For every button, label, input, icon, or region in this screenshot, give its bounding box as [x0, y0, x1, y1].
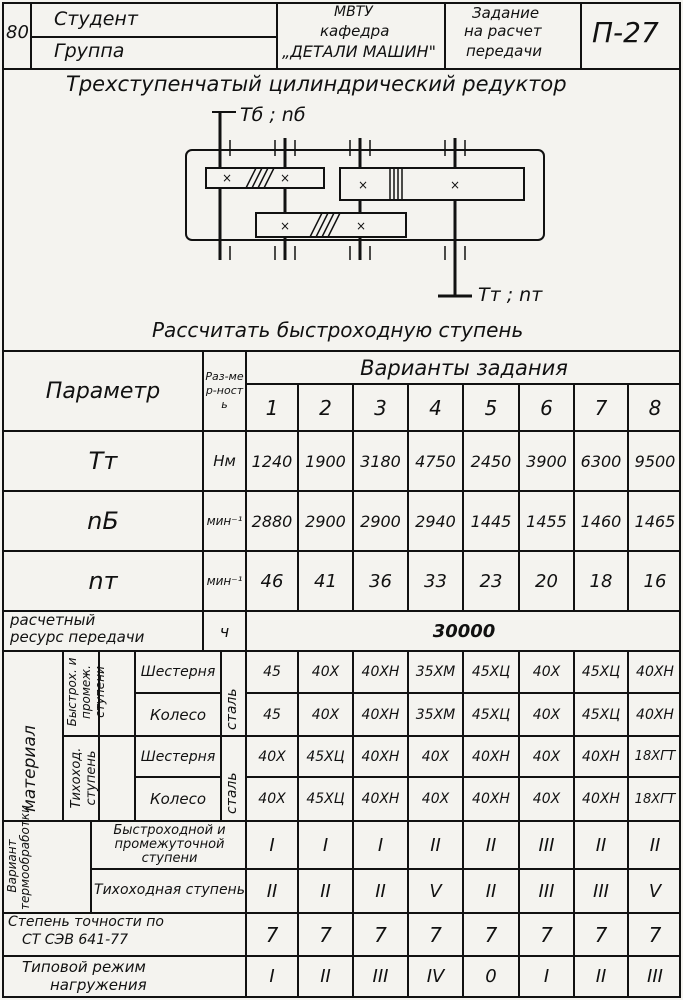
- value-cell: 2900: [360, 511, 401, 531]
- value-cell: III: [372, 966, 389, 987]
- variant-number: 4: [429, 395, 442, 420]
- value-cell: 1240: [251, 451, 293, 471]
- value-cell: 18: [589, 570, 613, 592]
- value-cell: II: [485, 880, 497, 902]
- variants-header: Варианты задания: [360, 355, 568, 380]
- svg-text:×: ×: [280, 171, 291, 185]
- fast-group-label: Быстрох. и промеж. ступени: [65, 657, 107, 727]
- value-cell: 7: [429, 922, 442, 947]
- value-cell: II: [375, 880, 386, 902]
- dim-header: Раз-мер-ность: [205, 369, 244, 412]
- value-cell: 0: [485, 966, 497, 987]
- value-cell: 40ХН: [361, 791, 400, 807]
- value-cell: III: [538, 834, 555, 856]
- value-cell: 7: [265, 922, 279, 947]
- value-cell: I: [543, 966, 550, 987]
- value-cell: 40Х: [311, 706, 340, 723]
- value-cell: 40ХН: [582, 791, 620, 807]
- value-cell: 3180: [360, 451, 401, 471]
- value-cell: 40ХН: [636, 664, 674, 680]
- value-cell: I: [377, 834, 384, 856]
- value-cell: 40Х: [532, 664, 561, 680]
- value-cell: 2450: [470, 451, 512, 471]
- value-cell: 40Х: [421, 791, 450, 807]
- value-cell: 1900: [305, 451, 346, 471]
- variant-number: 3: [374, 395, 387, 420]
- part-cell: Колесо: [149, 705, 207, 724]
- svg-text:×: ×: [358, 178, 369, 192]
- value-cell: 45ХЦ: [306, 748, 345, 765]
- value-cell: 7: [319, 922, 332, 947]
- value-cell: 40ХН: [361, 748, 400, 765]
- task-line1: Задание: [472, 4, 540, 22]
- value-cell: 3900: [526, 451, 567, 471]
- value-cell: 4750: [415, 451, 456, 471]
- variant-number: 8: [648, 395, 662, 420]
- value-cell: 9500: [634, 451, 676, 471]
- dim-cell: ч: [219, 621, 230, 641]
- value-cell: 45ХЦ: [581, 706, 621, 723]
- param-cell: Tт: [88, 447, 118, 475]
- resource-label-line2: ресурс передачи: [10, 628, 145, 646]
- value-cell: 2880: [251, 511, 293, 531]
- value-cell: 7: [648, 922, 662, 947]
- svg-text:×: ×: [356, 219, 367, 233]
- value-cell: 36: [369, 570, 392, 592]
- value-cell: III: [593, 880, 609, 902]
- value-cell: 45: [263, 706, 281, 723]
- value-cell: 45: [263, 664, 281, 680]
- value-cell: 18ХГТ: [634, 749, 676, 764]
- accuracy-label-line1: Степень точности по: [8, 914, 164, 930]
- steel-label-slow: сталь: [224, 772, 240, 814]
- task-code: П-27: [592, 16, 659, 49]
- value-cell: I: [322, 834, 329, 856]
- value-cell: 2900: [305, 511, 346, 531]
- variant-number: 6: [540, 395, 553, 420]
- resource-value: 30000: [432, 620, 496, 642]
- org-line2: кафедра: [320, 22, 390, 40]
- value-cell: II: [320, 966, 331, 987]
- heat-label: Вариант термообработки: [5, 805, 33, 910]
- value-cell: 40ХН: [361, 706, 400, 723]
- dim-cell: мин⁻¹: [206, 574, 243, 588]
- subtitle: Рассчитать быстроходную ступень: [152, 318, 524, 342]
- resource-label-line1: расчетный: [10, 611, 96, 629]
- value-cell: 2940: [415, 511, 456, 531]
- value-cell: III: [538, 880, 555, 902]
- part-cell: Шестерня: [140, 748, 216, 765]
- value-cell: 40Х: [421, 748, 450, 765]
- value-cell: III: [647, 966, 663, 987]
- value-cell: 20: [535, 570, 558, 592]
- value-cell: I: [269, 834, 275, 856]
- value-cell: 40ХН: [472, 791, 510, 807]
- value-cell: 45ХЦ: [581, 664, 621, 680]
- diagram-title: Трехступенчатый цилиндрический редуктор: [66, 72, 567, 96]
- value-cell: 40ХН: [636, 706, 674, 723]
- value-cell: 1460: [580, 511, 622, 531]
- svg-text:×: ×: [222, 171, 233, 185]
- slow-group-label: Тихоход. ступень: [69, 747, 99, 809]
- svg-text:×: ×: [450, 178, 461, 192]
- group-label: Группа: [54, 40, 125, 62]
- value-cell: 1455: [526, 511, 567, 531]
- value-cell: 7: [484, 922, 498, 947]
- value-cell: 35ХМ: [415, 706, 456, 723]
- header-bottom-line: [2, 68, 681, 70]
- value-cell: 40Х: [532, 791, 561, 807]
- value-cell: 45ХЦ: [471, 664, 511, 680]
- value-cell: 45ХЦ: [471, 706, 511, 723]
- page-number: 80: [6, 22, 29, 43]
- value-cell: 7: [374, 922, 387, 947]
- steel-label-fast: сталь: [224, 688, 240, 730]
- dim-cell: Нм: [213, 452, 236, 470]
- value-cell: II: [485, 834, 497, 856]
- task-line3: передачи: [466, 42, 542, 60]
- input-torque-speed-label: Tб ; nб: [240, 104, 306, 126]
- value-cell: II: [595, 966, 607, 987]
- value-cell: 45ХЦ: [306, 791, 345, 807]
- material-label: материал: [20, 725, 40, 812]
- value-cell: 16: [643, 570, 667, 592]
- variant-number: 5: [484, 395, 498, 420]
- dim-cell: мин⁻¹: [206, 514, 243, 528]
- value-cell: 7: [594, 922, 608, 947]
- org-line3: „ДЕТАЛИ МАШИН": [282, 42, 436, 61]
- value-cell: II: [595, 834, 607, 856]
- param-cell: nт: [88, 567, 118, 595]
- part-cell: Шестерня: [140, 664, 216, 680]
- accuracy-label-line2: СТ СЭВ 641-77: [22, 932, 128, 948]
- variant-number: 7: [594, 395, 608, 420]
- task-line2: на расчет: [464, 22, 542, 40]
- value-cell: 7: [540, 922, 553, 947]
- stage-cell: Быстроходной и промежуточной ступени: [113, 822, 226, 867]
- value-cell: 40Х: [532, 748, 561, 765]
- value-cell: 46: [260, 570, 284, 592]
- svg-text:×: ×: [280, 219, 291, 233]
- variant-number: 2: [319, 395, 332, 420]
- gearbox-scheme: [0, 100, 683, 320]
- load-mode-label-line1: Типовой режим: [22, 958, 146, 976]
- value-cell: 18ХГТ: [634, 791, 676, 807]
- org-line1: МВТУ: [334, 4, 373, 20]
- value-cell: 1465: [634, 511, 676, 531]
- value-cell: 33: [424, 570, 447, 592]
- output-torque-speed-label: Tт ; nт: [478, 284, 543, 306]
- value-cell: 40ХН: [582, 748, 620, 765]
- variant-number: 1: [265, 395, 279, 420]
- value-cell: 41: [314, 570, 337, 592]
- load-mode-label-line2: нагружения: [50, 976, 147, 994]
- value-cell: 40Х: [532, 706, 561, 723]
- value-cell: 40Х: [311, 664, 340, 680]
- value-cell: II: [649, 834, 661, 856]
- value-cell: 40Х: [258, 748, 286, 765]
- value-cell: 6300: [580, 451, 622, 471]
- value-cell: 23: [479, 570, 503, 592]
- value-cell: V: [429, 880, 442, 902]
- value-cell: 40ХН: [472, 748, 510, 765]
- value-cell: II: [266, 880, 278, 902]
- value-cell: I: [269, 966, 275, 987]
- part-cell: Колесо: [149, 790, 207, 808]
- value-cell: 1445: [470, 511, 512, 531]
- value-cell: V: [648, 880, 662, 902]
- value-cell: IV: [426, 966, 445, 987]
- stage-cell: Тихоходная ступень: [94, 882, 245, 899]
- value-cell: 40Х: [258, 791, 286, 807]
- value-cell: II: [320, 880, 331, 902]
- value-cell: II: [430, 834, 441, 856]
- value-cell: 40ХН: [361, 664, 400, 680]
- value-cell: 35ХМ: [415, 664, 456, 680]
- param-cell: nБ: [87, 507, 119, 535]
- student-label: Студент: [54, 8, 138, 30]
- param-header: Параметр: [45, 378, 161, 404]
